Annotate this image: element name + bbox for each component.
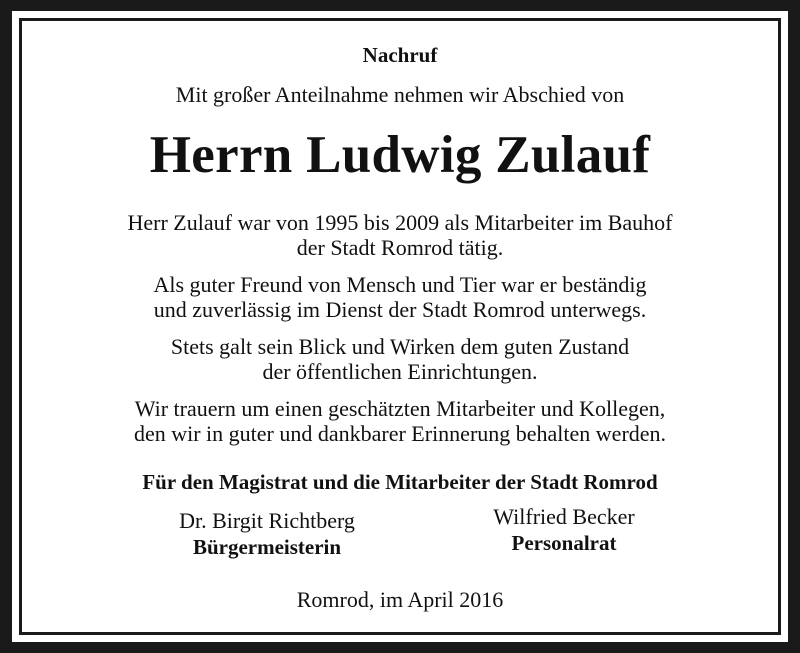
signer-mayor	[142, 507, 392, 561]
paragraph-line: der öffentlichen Einrichtungen.	[262, 359, 538, 384]
paragraph-1	[12, 210, 788, 260]
notice-intro: Mit großer Anteilnahme nehmen wir Abschied von	[175, 82, 625, 107]
paragraph-line: den wir in guter und dankbarer Erinnerung behalten werden.	[133, 421, 667, 446]
paragraph-4	[12, 396, 788, 446]
paragraph-line: der Stadt Romrod tätig.	[296, 235, 504, 260]
signer-name: Dr. Birgit Richtberg	[179, 508, 355, 533]
paragraph-line: Stets galt sein Blick und Wirken dem guten Zustand	[170, 334, 630, 359]
place-date: Romrod, im April 2016	[296, 587, 504, 612]
signer-role: Personalrat	[511, 531, 617, 555]
signer-name: Wilfried Becker	[493, 504, 635, 529]
paragraph-line: Als guter Freund von Mensch und Tier war er beständig	[153, 272, 647, 297]
paragraph-line: Wir trauern um einen geschätzten Mitarbeiter und Kollegen,	[134, 396, 666, 421]
paragraph-line: und zuverlässig im Dienst der Stadt Romrod unterwegs.	[153, 297, 647, 322]
signer-staff-council	[439, 504, 689, 557]
paragraph-2	[12, 272, 788, 322]
signer-role: Bürgermeisterin	[192, 535, 342, 559]
paragraph-line: Herr Zulauf war von 1995 bis 2009 als Mitarbeiter im Bauhof	[127, 210, 673, 235]
notice-heading: Nachruf	[362, 43, 438, 67]
paragraph-3	[12, 334, 788, 384]
signature-heading: Für den Magistrat und die Mitarbeiter der Stadt Romrod	[142, 470, 658, 494]
obituary-notice	[12, 11, 788, 642]
deceased-name: Herrn Ludwig Zulauf	[149, 126, 651, 184]
